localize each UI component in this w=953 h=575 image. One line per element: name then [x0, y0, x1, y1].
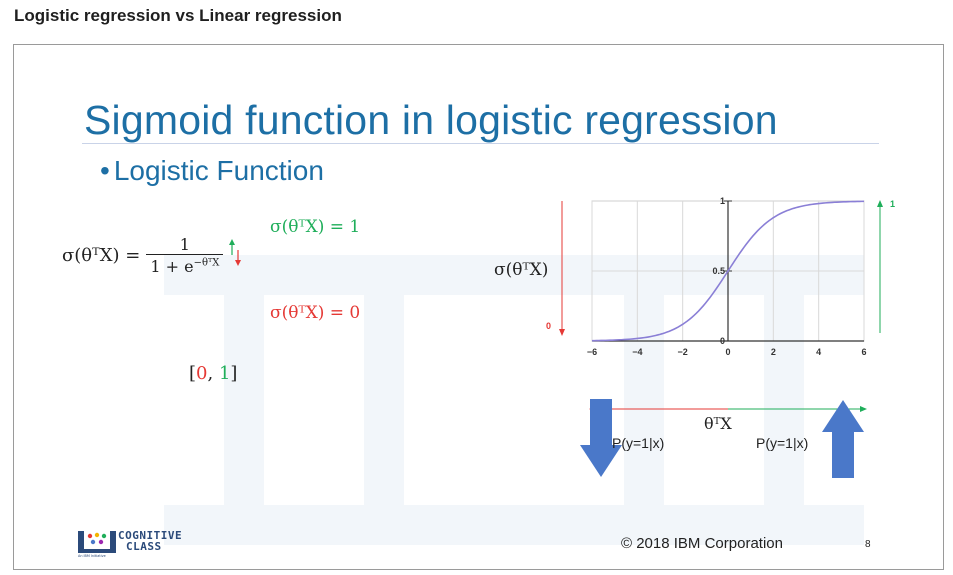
- sigma-equals-one: σ(θᵀX) = 1: [270, 217, 361, 237]
- logo-wordmark: [118, 530, 182, 552]
- probability-up-label: P(y=1|x): [756, 435, 809, 451]
- copyright-text: © 2018 IBM Corporation: [621, 535, 783, 552]
- left-range-arrowhead-icon: [559, 329, 565, 336]
- logo-line1: COGNITIVE: [118, 529, 183, 542]
- bullet-text: Logistic Function: [113, 155, 324, 186]
- denominator-exponent: −θᵀX: [193, 257, 220, 269]
- bullet-logistic-function: [100, 155, 324, 187]
- y-axis-label: σ(θᵀX): [494, 260, 549, 280]
- equation-lhs: σ(θᵀX) =: [62, 245, 141, 266]
- logo-line2: CLASS: [126, 540, 162, 553]
- x-tick-labels: [587, 347, 867, 357]
- x-tick-label: 4: [816, 347, 822, 357]
- equation-range-arrows-icon: [227, 238, 243, 268]
- x-tick-label: 2: [770, 347, 776, 357]
- slide-page-number: 8: [865, 539, 871, 550]
- interval-sep: ,: [207, 363, 219, 384]
- interval-close: ]: [230, 363, 238, 384]
- slide: [13, 44, 944, 570]
- sigmoid-equation: [62, 235, 243, 276]
- y-tick-label: 0.5: [712, 266, 725, 276]
- interval-zero: 0: [196, 363, 208, 384]
- page-heading: Logistic regression vs Linear regression: [14, 6, 342, 25]
- right-range-label: 1: [890, 199, 896, 209]
- x-tick-label: 6: [861, 347, 867, 357]
- title-divider: [82, 143, 879, 144]
- right-range-arrowhead-icon: [877, 200, 883, 207]
- slide-title: Sigmoid function in logistic regression: [84, 97, 778, 143]
- y-tick-label: 1: [719, 196, 725, 206]
- x-tick-label: −6: [586, 347, 598, 357]
- svg-text:An IBM Initiative: An IBM Initiative: [78, 554, 106, 557]
- x-tick-label: −2: [677, 347, 688, 357]
- bullet-dot-icon: •: [100, 155, 110, 186]
- probability-down-label: P(y=1|x): [612, 435, 665, 451]
- interval-one: 1: [218, 363, 231, 384]
- equation-numerator: 1: [146, 235, 223, 255]
- x-axis-label: θᵀX: [704, 414, 732, 433]
- denominator-base: 1 + e: [150, 257, 194, 276]
- y-tick-label: 0: [719, 336, 725, 346]
- probability-up-arrow-icon: [822, 400, 864, 478]
- left-range-label: 0: [546, 321, 552, 331]
- equation-denominator: [146, 255, 223, 276]
- x-tick-label: −4: [632, 347, 643, 357]
- x-tick-label: 0: [725, 347, 731, 357]
- sigma-equals-zero: σ(θᵀX) = 0: [270, 303, 361, 323]
- output-interval: [189, 363, 237, 384]
- y-tick-labels: [712, 196, 725, 346]
- equation-layout: [62, 235, 243, 276]
- interval-open: [: [189, 363, 197, 384]
